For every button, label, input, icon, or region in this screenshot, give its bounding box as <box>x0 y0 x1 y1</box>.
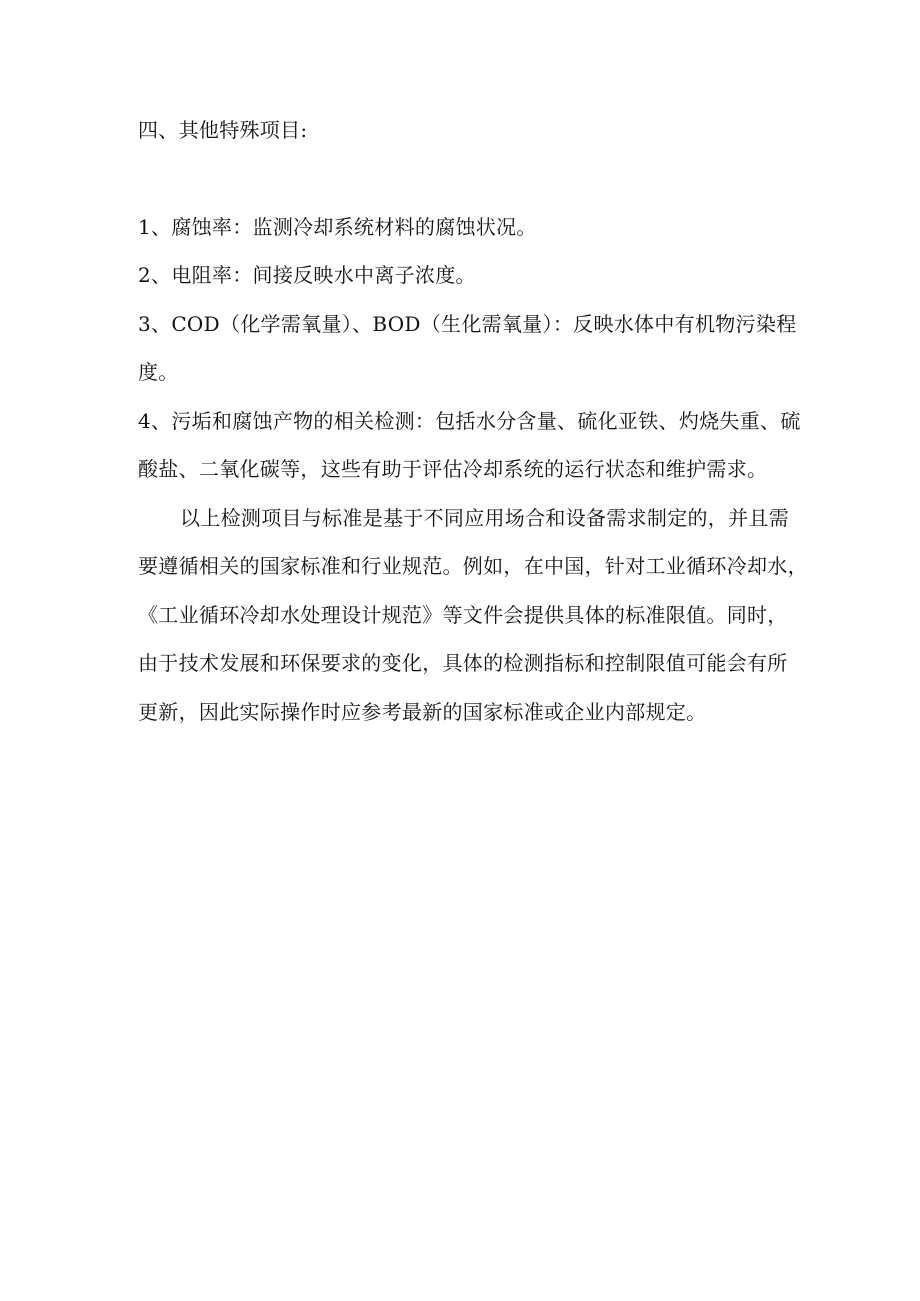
list-item-line: 3、COD（化学需氧量）、BOD（生化需氧量）：反映水体中有机物污染程 <box>138 311 797 336</box>
summary-paragraph <box>138 494 808 737</box>
list-item-line: 2、电阻率：间接反映水中离子浓度。 <box>138 263 476 287</box>
section-heading: 四、其他特殊项目: <box>138 118 308 142</box>
list-item-fouling-detection <box>138 397 801 494</box>
document-body <box>138 106 808 736</box>
summary-line: 要遵循相关的国家标准和行业规范。例如，在中国，针对工业循环冷却水， <box>138 554 808 578</box>
list-item-line: 酸盐、二氧化碳等，这些有助于评估冷却系统的运行状态和维护需求。 <box>138 457 768 481</box>
summary-line: 以上检测项目与标准是基于不同应用场合和设备需求制定的，并且需 <box>180 505 789 530</box>
list-item-resistivity <box>138 251 798 300</box>
summary-line: 更新，因此实际操作时应参考最新的国家标准或企业内部规定。 <box>138 699 707 724</box>
list-item-line: 4、污垢和腐蚀产物的相关检测：包括水分含量、硫化亚铁、灼烧失重、硫 <box>138 408 801 433</box>
list-item-corrosion-rate <box>138 203 798 252</box>
list-item-cod-bod <box>138 300 798 397</box>
paragraph-gap <box>138 155 798 203</box>
summary-line: 由于技术发展和环保要求的变化，具体的检测指标和控制限值可能会有所 <box>138 651 788 675</box>
summary-line: 《工业循环冷却水处理设计规范》等文件会提供具体的标准限值。同时， <box>138 602 788 627</box>
list-item-line: 度。 <box>138 360 179 384</box>
list-item-line: 1、腐蚀率：监测冷却系统材料的腐蚀状况。 <box>138 214 537 239</box>
